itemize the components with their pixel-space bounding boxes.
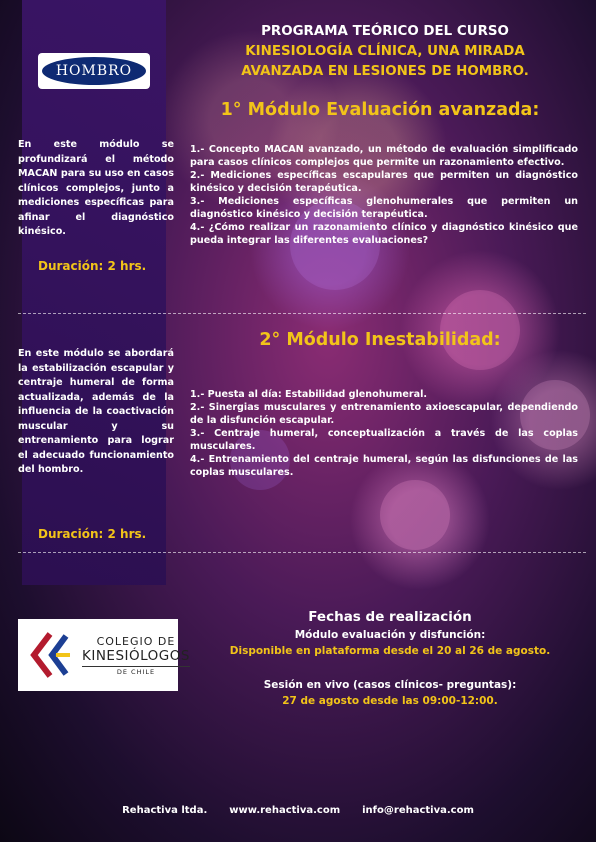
colegio-kinesiologos-logo <box>18 619 190 691</box>
sidebar-module2-duration: Duración: 2 hrs. <box>38 527 147 541</box>
section-divider <box>18 552 586 553</box>
module1-title: 1° Módulo Evaluación avanzada: <box>220 100 540 120</box>
dates-live-label: Sesión en vivo (casos clínicos- preguntas): <box>263 679 517 691</box>
header-line-1: PROGRAMA TEÓRICO DEL CURSO <box>261 24 509 39</box>
header-line-3: AVANZADA EN LESIONES DE HOMBRO. <box>241 64 529 79</box>
sidebar-module1-duration: Duración: 2 hrs. <box>38 259 147 273</box>
footer-email-link[interactable]: info@rehactiva.com <box>362 805 474 816</box>
footer-website-link[interactable]: www.rehactiva.com <box>229 805 341 816</box>
dates-availability: Disponible en plataforma desde el 20 al 26 de agosto. <box>229 645 551 657</box>
footer <box>0 805 596 816</box>
module2-list <box>190 388 578 479</box>
section-divider <box>18 313 586 314</box>
module2-item: 1.- Puesta al día: Estabilidad glenohumeral. <box>190 389 428 400</box>
hombro-logo-text: HOMBRO <box>55 63 133 79</box>
dates-subtitle: Módulo evaluación y disfunción: <box>294 629 486 641</box>
module1-item: 3.- Mediciones específicas glenohumerales que permiten un diagnóstico kinésico y decisión terapéutica. <box>190 196 578 220</box>
module1-item: 1.- Concepto MACAN avanzado, un método de evaluación simplificado para casos clínicos complejos que permite un razonamiento efectivo. <box>190 144 578 168</box>
module2-title: 2° Módulo Inestabilidad: <box>259 330 501 350</box>
module1-item: 4.- ¿Cómo realizar un razonamiento clínico y diagnóstico kinésico que pueda integrar las diferentes evaluaciones? <box>190 222 578 246</box>
ck-logo-icon <box>30 630 74 680</box>
module1-item: 2.- Mediciones específicas escapulares que permiten un diagnóstico kinésico y decisión terapéutica. <box>190 170 578 194</box>
page-header <box>195 22 575 82</box>
module2-item: 2.- Sinergias musculares y entrenamiento axioescapular, dependiendo de la disfunción escapular. <box>190 402 578 426</box>
sidebar-module2-description: En este módulo se abordará la estabilización escapular y centraje humeral de forma actualizada, además de la influencia de la coactivación muscular y su entrenamiento para lograr el adecuado funcionamiento del hombro. <box>18 348 174 475</box>
dates-title: Fechas de realización <box>308 609 472 625</box>
sidebar-module1-description: En este módulo se profundizará el método MACAN para su uso en casos clínicos complejos, junto a mediciones específicas para afinar el diagnóstico kinésico. <box>18 139 174 237</box>
ck-logo-line-2: KINESIÓLOGOS <box>82 647 190 664</box>
module2-item: 3.- Centraje humeral, conceptualización a través de las coplas musculares. <box>190 428 578 452</box>
header-line-2: KINESIOLOGÍA CLÍNICA, UNA MIRADA <box>245 44 525 59</box>
footer-company: Rehactiva ltda. <box>122 805 208 816</box>
module1-list <box>190 143 578 247</box>
ck-logo-line-3: DE CHILE <box>82 666 190 676</box>
ck-logo-line-1: COLEGIO DE <box>96 634 176 648</box>
bokeh-light <box>380 480 450 550</box>
dates-live-date: 27 de agosto desde las 09:00-12:00. <box>282 695 498 707</box>
hombro-logo <box>38 53 150 89</box>
module2-item: 4.- Entrenamiento del centraje humeral, según las disfunciones de las coplas musculares. <box>190 454 578 478</box>
